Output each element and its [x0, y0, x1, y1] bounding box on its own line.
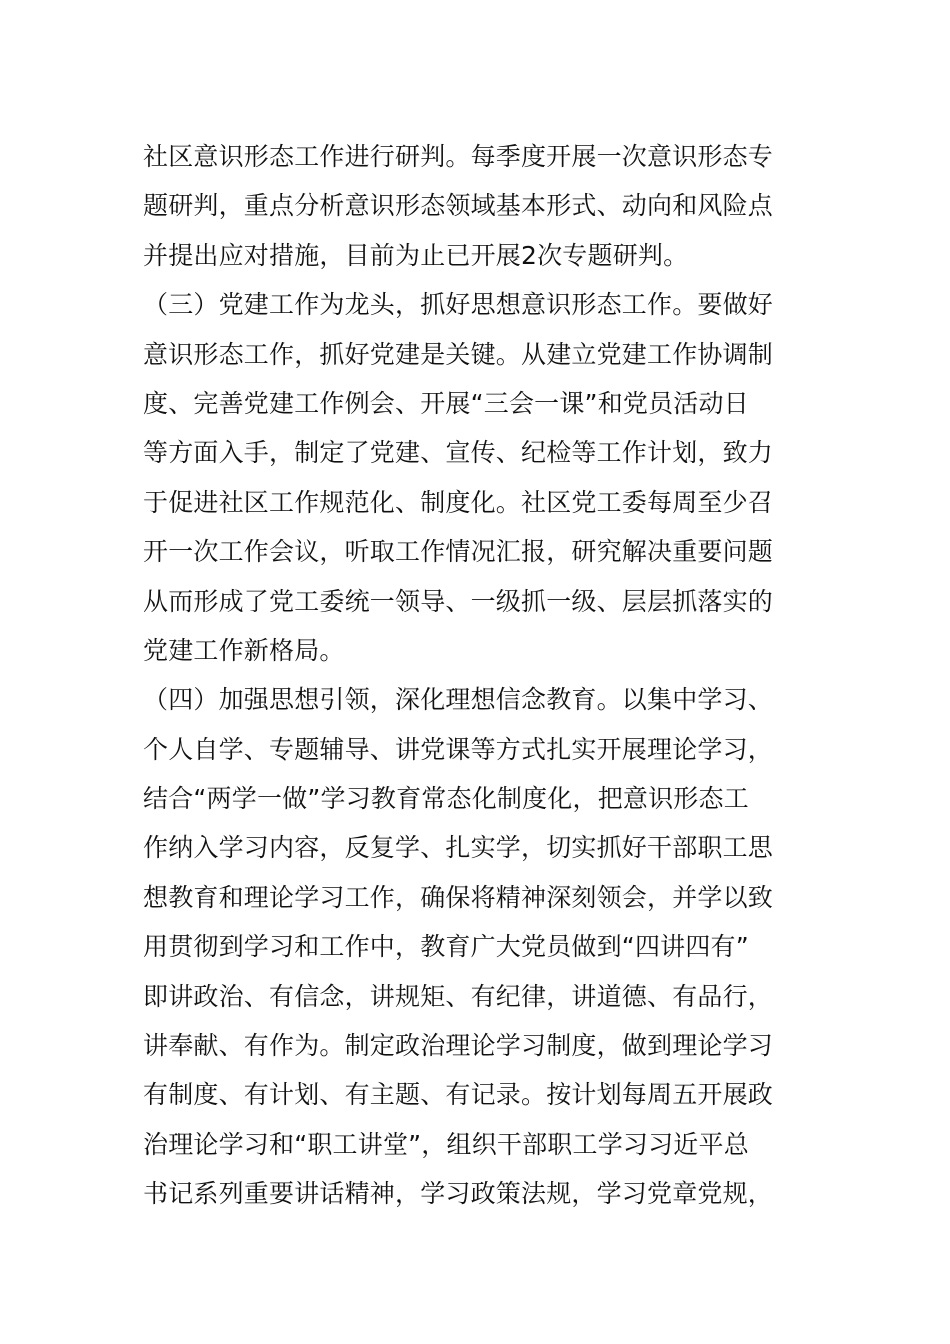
text-line: 度、完善党建工作例会、开展“三会一课”和党员活动日 [143, 388, 749, 418]
text-line: 从而形成了党工委统一领导、一级抓一级、层层抓落实的 [143, 586, 774, 616]
text-line: 即讲政治、有信念，讲规矩、有纪律，讲道德、有品行， [143, 981, 774, 1011]
text-line: 作纳入学习内容，反复学、扎实学，切实抓好干部职工思 [143, 833, 774, 863]
document-body [143, 132, 813, 1219]
text-line: 想教育和理论学习工作，确保将精神深刻领会，并学以致 [143, 882, 774, 912]
text-line: 社区意识形态工作进行研判。每季度开展一次意识形态专 [143, 142, 774, 171]
section-heading-line: （四）加强思想引领，深化理想信念教育。以集中学习、 [143, 685, 774, 715]
section-heading-line: （三）党建工作为龙头，抓好思想意识形态工作。要做好 [143, 290, 774, 320]
text-line: 等方面入手，制定了党建、宣传、纪检等工作计划，致力 [143, 438, 774, 468]
text-line: 结合“两学一做”学习教育常态化制度化，把意识形态工 [143, 784, 749, 814]
text-line: 讲奉献、有作为。制定政治理论学习制度，做到理论学习 [143, 1031, 774, 1061]
text-line: 书记系列重要讲话精神，学习政策法规，学习党章党规， [143, 1179, 774, 1209]
text-line: 治理论学习和“职工讲堂”，组织干部职工学习习近平总 [143, 1129, 749, 1159]
text-line: 党建工作新格局。 [143, 635, 345, 665]
text-line: 开一次工作会议，听取工作情况汇报，研究解决重要问题 [143, 537, 774, 567]
text-line: 用贯彻到学习和工作中，教育广大党员做到“四讲四有” [143, 932, 749, 962]
text-line: 题研判，重点分析意识形态领域基本形式、动向和风险点 [143, 191, 774, 221]
text-line: 并提出应对措施，目前为止已开展2次专题研判。 [143, 240, 689, 270]
text-line: 有制度、有计划、有主题、有记录。按计划每周五开展政 [143, 1080, 774, 1110]
text-line: 意识形态工作，抓好党建是关键。从建立党建工作协调制 [143, 339, 774, 369]
text-line: 个人自学、专题辅导、讲党课等方式扎实开展理论学习， [143, 734, 774, 764]
text-line: 于促进社区工作规范化、制度化。社区党工委每周至少召 [143, 487, 774, 517]
